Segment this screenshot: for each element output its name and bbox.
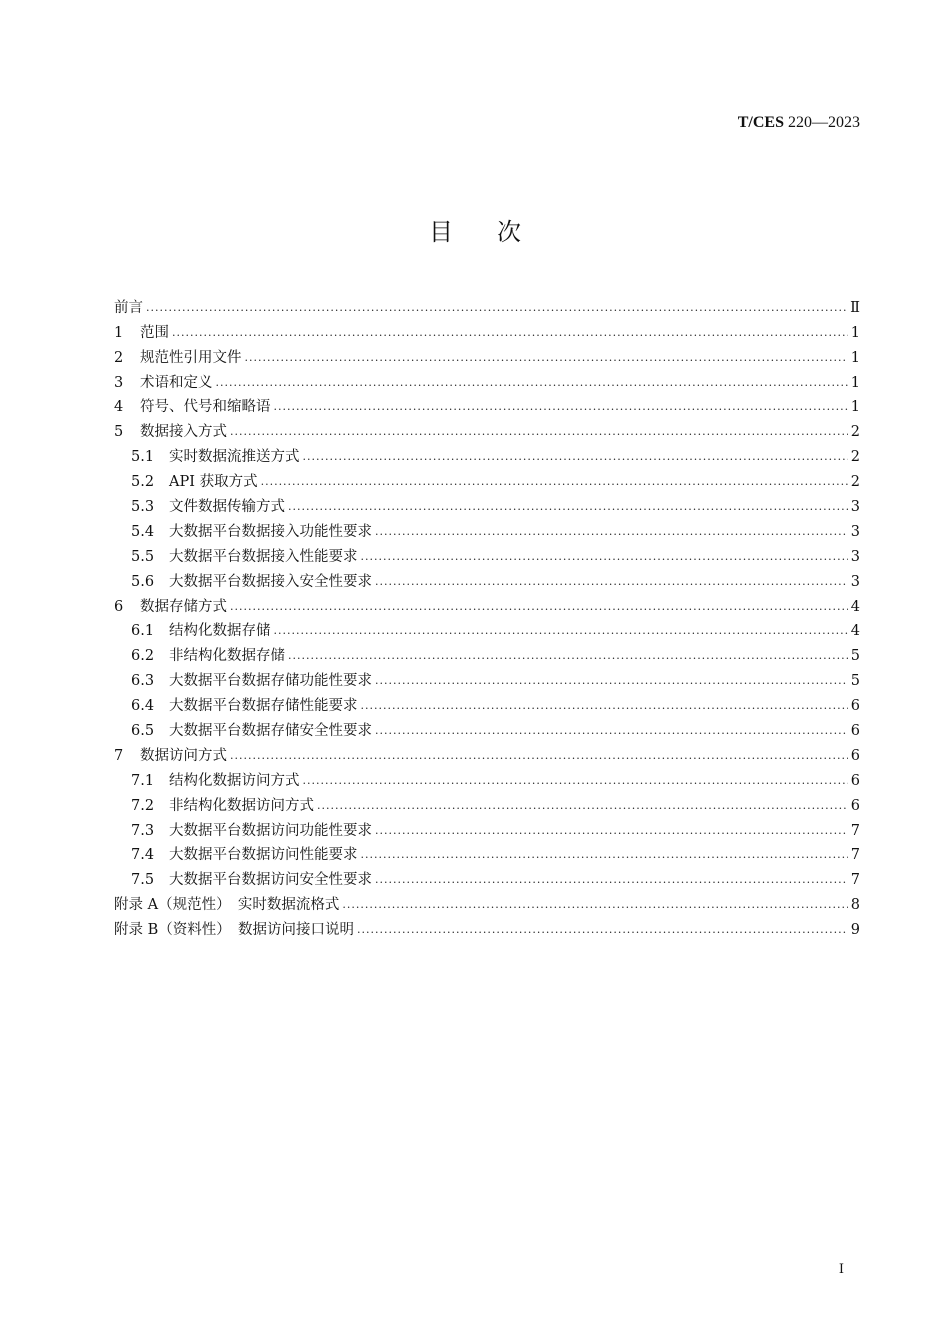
toc-entry-number: 3 (114, 374, 124, 391)
toc-entry-label: 大数据平台数据访问安全性要求 (169, 872, 372, 889)
toc-entry-label: 规范性引用文件 (140, 349, 242, 366)
toc-leader-dots (230, 747, 848, 765)
toc-leader-dots (375, 871, 848, 889)
toc-leader-dots (274, 622, 848, 640)
toc-entry-label: 大数据平台数据接入安全性要求 (169, 573, 372, 590)
toc-leader-dots (317, 797, 848, 815)
toc-entry-label: 大数据平台数据访问功能性要求 (169, 822, 372, 839)
toc-entry-label: API 获取方式 (169, 474, 258, 491)
toc-entry[interactable] (114, 516, 860, 541)
toc-entry-page: 5 (850, 648, 860, 665)
toc-entry-number: 7 (114, 747, 124, 764)
toc-entry[interactable] (114, 640, 860, 665)
toc-leader-dots (261, 473, 848, 491)
toc-leader-dots (375, 672, 848, 690)
toc-entry-number: 6.1 (131, 623, 155, 640)
toc-entry-label: 非结构化数据访问方式 (169, 797, 314, 814)
toc-leader-dots (342, 896, 847, 914)
toc-leader-dots (172, 324, 848, 342)
toc-leader-dots (375, 822, 848, 840)
toc-entry[interactable] (114, 889, 860, 914)
toc-entry-number: 5.4 (131, 523, 155, 540)
toc-entry-page: 4 (850, 598, 860, 615)
toc-entry-number: 6.4 (131, 698, 155, 715)
toc-entry-page: 8 (850, 897, 860, 914)
toc-entry[interactable] (114, 740, 860, 765)
toc-entry-number: 7.4 (131, 847, 155, 864)
toc-entry-page: 6 (850, 698, 860, 715)
toc-entry-number: 7.1 (131, 772, 155, 789)
toc-entry[interactable] (114, 690, 860, 715)
toc-entry-page: 3 (850, 499, 860, 516)
toc-leader-dots (230, 423, 848, 441)
toc-entry-page: 3 (850, 573, 860, 590)
toc-leader-dots (375, 523, 848, 541)
toc-entry-number: 5.5 (131, 548, 155, 565)
toc-entry-page: 5 (850, 673, 860, 690)
toc-entry-page: 7 (850, 847, 860, 864)
toc-leader-dots (303, 448, 848, 466)
toc-entry[interactable] (114, 367, 860, 392)
toc-entry[interactable] (114, 815, 860, 840)
toc-entry-number: 6.3 (131, 673, 155, 690)
toc-entry-number: 6 (114, 598, 124, 615)
toc-entry-page: 4 (850, 623, 860, 640)
toc-entry[interactable] (114, 914, 860, 939)
toc-entry-page: 3 (850, 523, 860, 540)
toc-entry[interactable] (114, 864, 860, 889)
toc-entry-page: 2 (850, 424, 860, 441)
toc-entry[interactable] (114, 790, 860, 815)
toc-entry-label: 范围 (140, 324, 169, 341)
toc-leader-dots (230, 598, 848, 616)
toc-entry-number: 7.5 (131, 872, 155, 889)
toc-entry-number: 6.2 (131, 648, 155, 665)
document-code-prefix: T/CES (737, 114, 784, 131)
page-number: I (838, 1262, 844, 1277)
toc-entry[interactable] (114, 715, 860, 740)
toc-leader-dots (146, 299, 847, 317)
toc-entry-label: 数据接入方式 (140, 424, 227, 441)
toc-entry-label: 数据存储方式 (140, 598, 227, 615)
toc-entry-label: 符号、代号和缩略语 (140, 399, 271, 416)
toc-entry[interactable] (114, 840, 860, 865)
toc-entry-page: 6 (850, 747, 860, 764)
toc-entry-label: 大数据平台数据访问性能要求 (169, 847, 358, 864)
toc-entry-label: 术语和定义 (140, 374, 213, 391)
toc-entry[interactable] (114, 566, 860, 591)
toc-entry-label: 大数据平台数据存储功能性要求 (169, 673, 372, 690)
toc-entry-number: 7.3 (131, 822, 155, 839)
toc-entry-label: 大数据平台数据存储性能要求 (169, 698, 358, 715)
toc-entry-number: 5 (114, 424, 124, 441)
toc-entry-label: 附录 A（规范性） 实时数据流格式 (114, 897, 340, 914)
toc-entry-page: 3 (850, 548, 860, 565)
toc-entry-number: 6.5 (131, 723, 155, 740)
toc-entry-number: 5.1 (131, 449, 155, 466)
toc-entry[interactable] (114, 765, 860, 790)
toc-leader-dots (361, 548, 848, 566)
toc-entry-label: 非结构化数据存储 (169, 648, 285, 665)
toc-entry[interactable] (114, 616, 860, 641)
toc-leader-dots (245, 349, 848, 367)
toc-entry[interactable] (114, 416, 860, 441)
toc-entry-page: 1 (850, 324, 860, 341)
toc-entry[interactable] (114, 317, 860, 342)
toc-leader-dots (288, 498, 848, 516)
toc-entry-label: 大数据平台数据存储安全性要求 (169, 723, 372, 740)
toc-leader-dots (288, 647, 848, 665)
toc-entry-label: 数据访问方式 (140, 747, 227, 764)
toc-leader-dots (361, 697, 848, 715)
toc-leader-dots (216, 374, 848, 392)
toc-entry-page: 7 (850, 872, 860, 889)
toc-entry-label: 文件数据传输方式 (169, 499, 285, 516)
toc-entry-number: 4 (114, 399, 124, 416)
toc-entry[interactable] (114, 541, 860, 566)
toc-entry-page: 6 (850, 772, 860, 789)
toc-entry-page: 6 (850, 797, 860, 814)
toc-entry[interactable] (114, 342, 860, 367)
toc-entry-number: 1 (114, 324, 124, 341)
table-of-contents (114, 292, 860, 939)
toc-entry-label: 结构化数据存储 (169, 623, 271, 640)
toc-entry-number: 5.6 (131, 573, 155, 590)
toc-entry-page: 1 (850, 399, 860, 416)
toc-entry[interactable] (114, 466, 860, 491)
toc-entry[interactable] (114, 392, 860, 417)
toc-entry-number: 5.2 (131, 474, 155, 491)
toc-entry[interactable] (114, 665, 860, 690)
toc-entry-label: 大数据平台数据接入功能性要求 (169, 523, 372, 540)
toc-entry-number: 7.2 (131, 797, 155, 814)
toc-entry-page: 2 (850, 449, 860, 466)
toc-leader-dots (375, 573, 848, 591)
toc-entry-label: 大数据平台数据接入性能要求 (169, 548, 358, 565)
document-code-number: 220—2023 (784, 114, 860, 131)
toc-entry-label: 前言 (114, 299, 143, 316)
toc-entry-page: 6 (850, 723, 860, 740)
toc-entry[interactable] (114, 292, 860, 317)
toc-entry-page: 1 (850, 374, 860, 391)
toc-entry-label: 实时数据流推送方式 (169, 449, 300, 466)
toc-leader-dots (274, 398, 848, 416)
toc-entry[interactable] (114, 441, 860, 466)
toc-entry-label: 附录 B（资料性） 数据访问接口说明 (114, 922, 355, 939)
toc-entry[interactable] (114, 591, 860, 616)
toc-entry-number: 2 (114, 349, 124, 366)
toc-entry[interactable] (114, 491, 860, 516)
toc-entry-label: 结构化数据访问方式 (169, 772, 300, 789)
toc-entry-page: 9 (850, 922, 860, 939)
toc-leader-dots (375, 722, 848, 740)
toc-entry-page: 1 (850, 349, 860, 366)
toc-entry-page: 2 (850, 474, 860, 491)
toc-title: 目次 (429, 218, 565, 246)
toc-entry-number: 5.3 (131, 499, 155, 516)
toc-leader-dots (357, 921, 848, 939)
toc-entry-page: Ⅱ (850, 299, 860, 316)
toc-entry-page: 7 (850, 822, 860, 839)
toc-leader-dots (303, 772, 848, 790)
toc-leader-dots (361, 846, 848, 864)
document-code (738, 114, 860, 132)
